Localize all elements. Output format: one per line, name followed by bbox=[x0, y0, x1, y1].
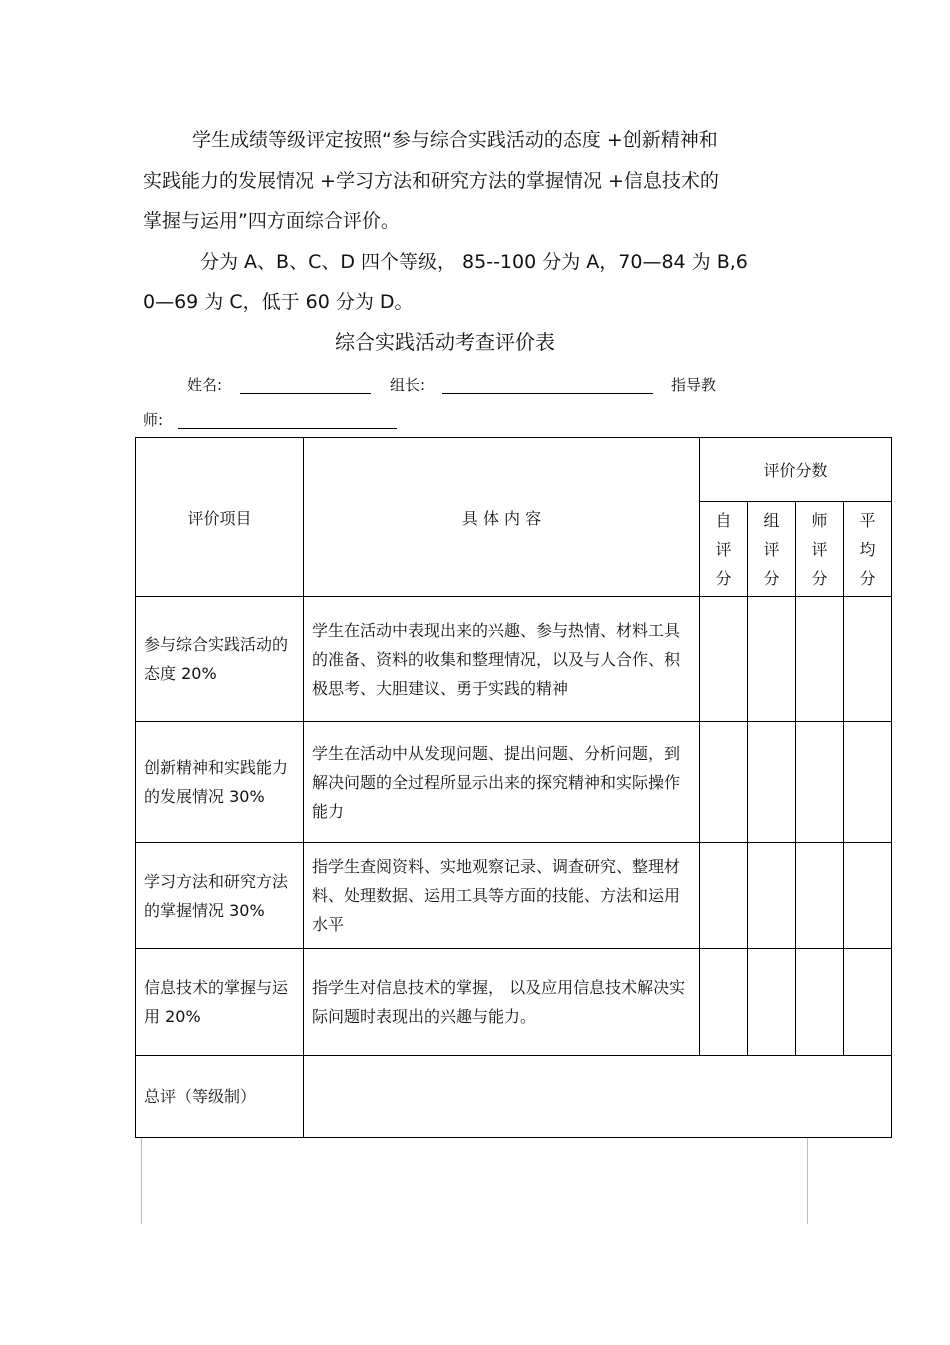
group-score-cell[interactable] bbox=[748, 843, 796, 949]
average-score-cell[interactable] bbox=[844, 949, 892, 1056]
name-field-line[interactable] bbox=[240, 393, 371, 394]
header-teacher-score: 师 评 分 bbox=[796, 502, 844, 597]
row-content: 学生在活动中表现出来的兴趣、参与热情、材料工具的准备、资料的收集和整理情况，以及与人合作、积极思考、大胆建议、勇于实践的精神 bbox=[304, 597, 700, 722]
header-content: 具 体 内 容 bbox=[304, 438, 700, 597]
name-label: 姓名: bbox=[187, 376, 223, 394]
teacher-label-b: 师: bbox=[143, 411, 164, 429]
self-score-cell[interactable] bbox=[700, 597, 748, 722]
header-self-score: 自 评 分 bbox=[700, 502, 748, 597]
teacher-score-cell[interactable] bbox=[796, 597, 844, 722]
row-item: 信息技术的掌握与运用 20% bbox=[136, 949, 304, 1056]
average-score-cell[interactable] bbox=[844, 843, 892, 949]
header-group-score: 组 评 分 bbox=[748, 502, 796, 597]
row-content: 学生在活动中从发现问题、提出问题、分析问题，到解决问题的全过程所显示出来的探究精神和实际操作能力 bbox=[304, 722, 700, 843]
row-item: 学习方法和研究方法的掌握情况 30% bbox=[136, 843, 304, 949]
average-score-cell[interactable] bbox=[844, 722, 892, 843]
group-score-cell[interactable] bbox=[748, 597, 796, 722]
intro-line-1: 学生成绩等级评定按照“参与综合实践活动的态度 +创新精神和 bbox=[192, 129, 718, 151]
form-title: 综合实践活动考查评价表 bbox=[335, 330, 555, 354]
summary-cell[interactable] bbox=[304, 1056, 892, 1138]
header-average-score: 平 均 分 bbox=[844, 502, 892, 597]
row-content: 指学生对信息技术的掌握， 以及应用信息技术解决实际问题时表现出的兴趣与能力。 bbox=[304, 949, 700, 1056]
row-content: 指学生查阅资料、实地观察记录、调查研究、整理材料、处理数据、运用工具等方面的技能、方法和运用水平 bbox=[304, 843, 700, 949]
intro-line-3: 掌握与运用”四方面综合评价。 bbox=[143, 210, 400, 232]
header-score: 评价分数 bbox=[700, 438, 892, 502]
leader-label: 组长: bbox=[390, 376, 426, 394]
page-trail-right bbox=[807, 1138, 808, 1224]
group-score-cell[interactable] bbox=[748, 722, 796, 843]
average-score-cell[interactable] bbox=[844, 597, 892, 722]
self-score-cell[interactable] bbox=[700, 949, 748, 1056]
header-item: 评价项目 bbox=[136, 438, 304, 597]
evaluation-table bbox=[135, 437, 892, 1138]
summary-label: 总评（等级制） bbox=[136, 1056, 304, 1138]
grade-rule-line-2: 0—69 为 C，低于 60 分为 D。 bbox=[143, 291, 414, 313]
row-item: 参与综合实践活动的态度 20% bbox=[136, 597, 304, 722]
self-score-cell[interactable] bbox=[700, 722, 748, 843]
group-score-cell[interactable] bbox=[748, 949, 796, 1056]
teacher-score-cell[interactable] bbox=[796, 843, 844, 949]
teacher-score-cell[interactable] bbox=[796, 722, 844, 843]
teacher-field-line[interactable] bbox=[178, 428, 397, 429]
grade-rule-line-1: 分为 A、B、C、D 四个等级， 85--100 分为 A，70—84 为 B,6 bbox=[200, 251, 748, 273]
leader-field-line[interactable] bbox=[442, 393, 653, 394]
summary-row bbox=[136, 1056, 892, 1138]
intro-line-2: 实践能力的发展情况 +学习方法和研究方法的掌握情况 +信息技术的 bbox=[143, 170, 719, 192]
teacher-label-a: 指导教 bbox=[671, 376, 717, 394]
table-row bbox=[136, 949, 892, 1056]
table-row bbox=[136, 843, 892, 949]
self-score-cell[interactable] bbox=[700, 843, 748, 949]
page-trail-left bbox=[141, 1138, 142, 1224]
teacher-score-cell[interactable] bbox=[796, 949, 844, 1056]
table-row bbox=[136, 722, 892, 843]
row-item: 创新精神和实践能力的发展情况 30% bbox=[136, 722, 304, 843]
table-row bbox=[136, 597, 892, 722]
